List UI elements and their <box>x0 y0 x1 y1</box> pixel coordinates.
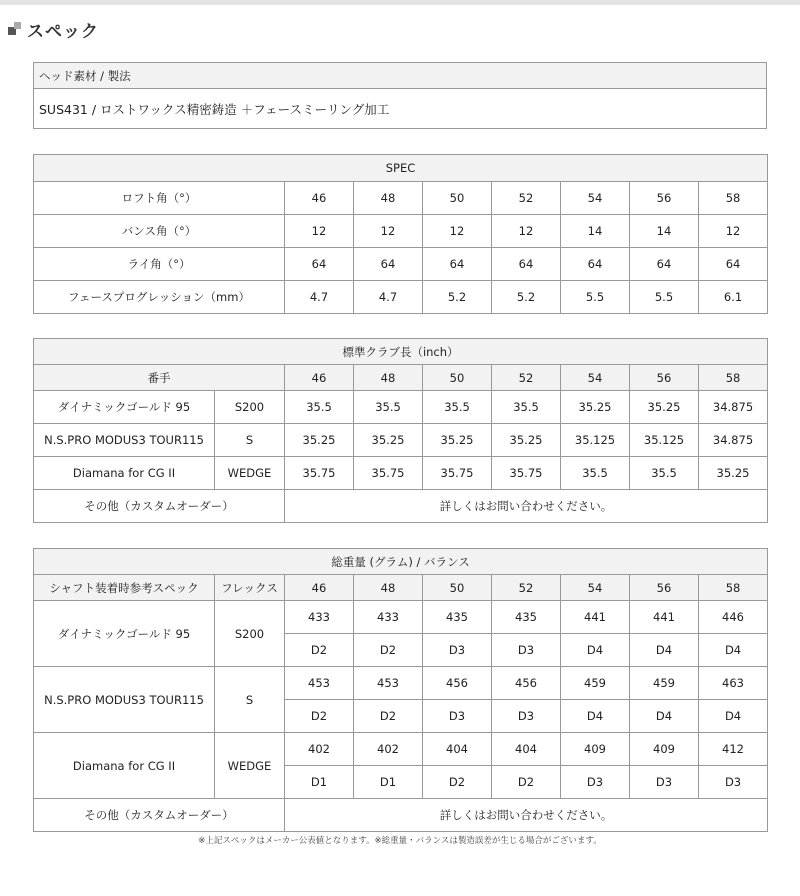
length-other-row <box>34 490 768 523</box>
other-value: 詳しくはお問い合わせください。 <box>285 799 768 832</box>
length-value-cell: 35.25 <box>630 391 699 424</box>
weight-value-cell: 402 <box>354 733 423 766</box>
other-label: その他（カスタムオーダー） <box>34 799 285 832</box>
shaft-name: ダイナミックゴールド 95 <box>34 391 215 424</box>
spec-value-cell: 50 <box>423 182 492 215</box>
club-number-header: 50 <box>423 365 492 391</box>
length-title: 標準クラブ長（inch） <box>34 339 768 365</box>
club-number-header: 50 <box>423 575 492 601</box>
length-value-cell: 35.75 <box>285 457 354 490</box>
spec-value-cell: 12 <box>699 215 768 248</box>
weight-value-cell: 435 <box>423 601 492 634</box>
weight-value-cell: 453 <box>354 667 423 700</box>
other-value: 詳しくはお問い合わせください。 <box>285 490 768 523</box>
length-row <box>34 391 768 424</box>
spec-row <box>34 215 768 248</box>
length-value-cell: 35.25 <box>285 424 354 457</box>
spec-value-cell: 64 <box>423 248 492 281</box>
square-bullet-icon <box>8 22 22 36</box>
spec-value-cell: 64 <box>699 248 768 281</box>
spec-value-cell: 56 <box>630 182 699 215</box>
shaft-flex: S <box>215 424 285 457</box>
balance-value-cell: D1 <box>285 766 354 799</box>
club-number-header: 48 <box>354 575 423 601</box>
length-table <box>33 338 768 523</box>
section-title: スペック <box>27 21 99 42</box>
length-value-cell: 35.5 <box>630 457 699 490</box>
spec-value-cell: 12 <box>492 215 561 248</box>
length-row <box>34 424 768 457</box>
club-number-header: 58 <box>699 365 768 391</box>
balance-value-cell: D4 <box>699 700 768 733</box>
balance-value-cell: D3 <box>492 700 561 733</box>
spec-row <box>34 248 768 281</box>
balance-value-cell: D2 <box>492 766 561 799</box>
spec-value-cell: 12 <box>354 215 423 248</box>
length-value-cell: 35.5 <box>561 457 630 490</box>
material-value: SUS431 / ロストワックス精密鋳造 ＋フェースミーリング加工 <box>34 89 767 129</box>
balance-value-cell: D4 <box>630 700 699 733</box>
spec-row <box>34 182 768 215</box>
balance-value-cell: D4 <box>630 634 699 667</box>
shaft-flex: S200 <box>215 391 285 424</box>
weight-value-cell: 404 <box>423 733 492 766</box>
spec-value-cell: 14 <box>561 215 630 248</box>
balance-value-cell: D4 <box>561 634 630 667</box>
weight-other-row <box>34 799 768 832</box>
club-number-header: 58 <box>699 575 768 601</box>
length-value-cell: 35.25 <box>354 424 423 457</box>
weight-row <box>34 733 768 766</box>
shaft-name: N.S.PRO MODUS3 TOUR115 <box>34 667 215 733</box>
spec-value-cell: 5.5 <box>630 281 699 314</box>
weight-value-cell: 446 <box>699 601 768 634</box>
spec-value-cell: 52 <box>492 182 561 215</box>
spec-title: SPEC <box>34 155 768 182</box>
length-value-cell: 35.125 <box>630 424 699 457</box>
shaft-flex: S <box>215 667 285 733</box>
balance-value-cell: D1 <box>354 766 423 799</box>
length-value-cell: 35.5 <box>354 391 423 424</box>
spec-row <box>34 281 768 314</box>
balance-value-cell: D3 <box>699 766 768 799</box>
shaft-header: シャフト装着時参考スペック <box>34 575 215 601</box>
balance-value-cell: D3 <box>423 700 492 733</box>
spec-value-cell: 58 <box>699 182 768 215</box>
spec-value-cell: 5.5 <box>561 281 630 314</box>
weight-row <box>34 601 768 634</box>
length-value-cell: 35.25 <box>492 424 561 457</box>
spec-value-cell: 12 <box>285 215 354 248</box>
balance-value-cell: D3 <box>561 766 630 799</box>
shaft-name: N.S.PRO MODUS3 TOUR115 <box>34 424 215 457</box>
spec-row-label: フェースプログレッション（mm） <box>34 281 285 314</box>
balance-value-cell: D2 <box>354 700 423 733</box>
shaft-name: Diamana for CG II <box>34 457 215 490</box>
material-table <box>33 62 767 129</box>
spec-value-cell: 5.2 <box>423 281 492 314</box>
length-value-cell: 35.25 <box>423 424 492 457</box>
spec-value-cell: 4.7 <box>285 281 354 314</box>
spec-value-cell: 12 <box>423 215 492 248</box>
weight-table <box>33 548 768 832</box>
weight-value-cell: 435 <box>492 601 561 634</box>
length-value-cell: 35.5 <box>285 391 354 424</box>
club-number-header: 46 <box>285 575 354 601</box>
spec-value-cell: 6.1 <box>699 281 768 314</box>
material-header: ヘッド素材 / 製法 <box>34 63 767 89</box>
length-row <box>34 457 768 490</box>
length-value-cell: 35.125 <box>561 424 630 457</box>
club-number-header: 56 <box>630 575 699 601</box>
balance-value-cell: D4 <box>561 700 630 733</box>
spec-value-cell: 48 <box>354 182 423 215</box>
weight-value-cell: 402 <box>285 733 354 766</box>
weight-value-cell: 441 <box>630 601 699 634</box>
weight-value-cell: 433 <box>285 601 354 634</box>
shaft-flex: WEDGE <box>215 733 285 799</box>
spec-row-label: ロフト角（°） <box>34 182 285 215</box>
length-value-cell: 35.5 <box>423 391 492 424</box>
spec-value-cell: 64 <box>285 248 354 281</box>
balance-value-cell: D2 <box>354 634 423 667</box>
spec-value-cell: 14 <box>630 215 699 248</box>
weight-value-cell: 441 <box>561 601 630 634</box>
spec-value-cell: 64 <box>561 248 630 281</box>
club-number-header: 52 <box>492 365 561 391</box>
spec-value-cell: 64 <box>354 248 423 281</box>
flex-header: フレックス <box>215 575 285 601</box>
length-value-cell: 35.25 <box>699 457 768 490</box>
balance-value-cell: D3 <box>492 634 561 667</box>
balance-value-cell: D2 <box>423 766 492 799</box>
shaft-flex: S200 <box>215 601 285 667</box>
shaft-name: Diamana for CG II <box>34 733 215 799</box>
weight-value-cell: 456 <box>492 667 561 700</box>
section-heading <box>8 16 99 42</box>
balance-value-cell: D4 <box>699 634 768 667</box>
club-number-header: 54 <box>561 575 630 601</box>
weight-row <box>34 667 768 700</box>
shaft-name: ダイナミックゴールド 95 <box>34 601 215 667</box>
balance-value-cell: D2 <box>285 634 354 667</box>
club-number-header: 48 <box>354 365 423 391</box>
weight-value-cell: 433 <box>354 601 423 634</box>
top-bar <box>0 0 800 5</box>
weight-value-cell: 463 <box>699 667 768 700</box>
spec-table <box>33 154 768 314</box>
weight-value-cell: 453 <box>285 667 354 700</box>
length-value-cell: 34.875 <box>699 391 768 424</box>
balance-value-cell: D3 <box>423 634 492 667</box>
club-number-header: 56 <box>630 365 699 391</box>
length-number-row <box>34 365 768 391</box>
length-value-cell: 35.75 <box>492 457 561 490</box>
other-label: その他（カスタムオーダー） <box>34 490 285 523</box>
weight-value-cell: 459 <box>561 667 630 700</box>
club-number-header: 52 <box>492 575 561 601</box>
length-value-cell: 35.75 <box>423 457 492 490</box>
club-number-header: 46 <box>285 365 354 391</box>
weight-value-cell: 404 <box>492 733 561 766</box>
balance-value-cell: D3 <box>630 766 699 799</box>
spec-value-cell: 46 <box>285 182 354 215</box>
length-value-cell: 34.875 <box>699 424 768 457</box>
weight-value-cell: 409 <box>561 733 630 766</box>
weight-title: 総重量 (グラム) / バランス <box>34 549 768 575</box>
spec-value-cell: 54 <box>561 182 630 215</box>
spec-value-cell: 64 <box>492 248 561 281</box>
spec-value-cell: 5.2 <box>492 281 561 314</box>
club-number-header: 54 <box>561 365 630 391</box>
spec-value-cell: 4.7 <box>354 281 423 314</box>
length-value-cell: 35.75 <box>354 457 423 490</box>
spec-row-label: ライ角（°） <box>34 248 285 281</box>
weight-value-cell: 459 <box>630 667 699 700</box>
shaft-flex: WEDGE <box>215 457 285 490</box>
footnote: ※上記スペックはメーカー公表値となります。※総重量・バランスは製造誤差が生じる場合がございます。 <box>198 836 602 846</box>
length-value-cell: 35.25 <box>561 391 630 424</box>
length-value-cell: 35.5 <box>492 391 561 424</box>
number-label: 番手 <box>34 365 285 391</box>
balance-value-cell: D2 <box>285 700 354 733</box>
weight-value-cell: 409 <box>630 733 699 766</box>
weight-header-row <box>34 575 768 601</box>
spec-row-label: バンス角（°） <box>34 215 285 248</box>
spec-value-cell: 64 <box>630 248 699 281</box>
weight-value-cell: 456 <box>423 667 492 700</box>
weight-value-cell: 412 <box>699 733 768 766</box>
